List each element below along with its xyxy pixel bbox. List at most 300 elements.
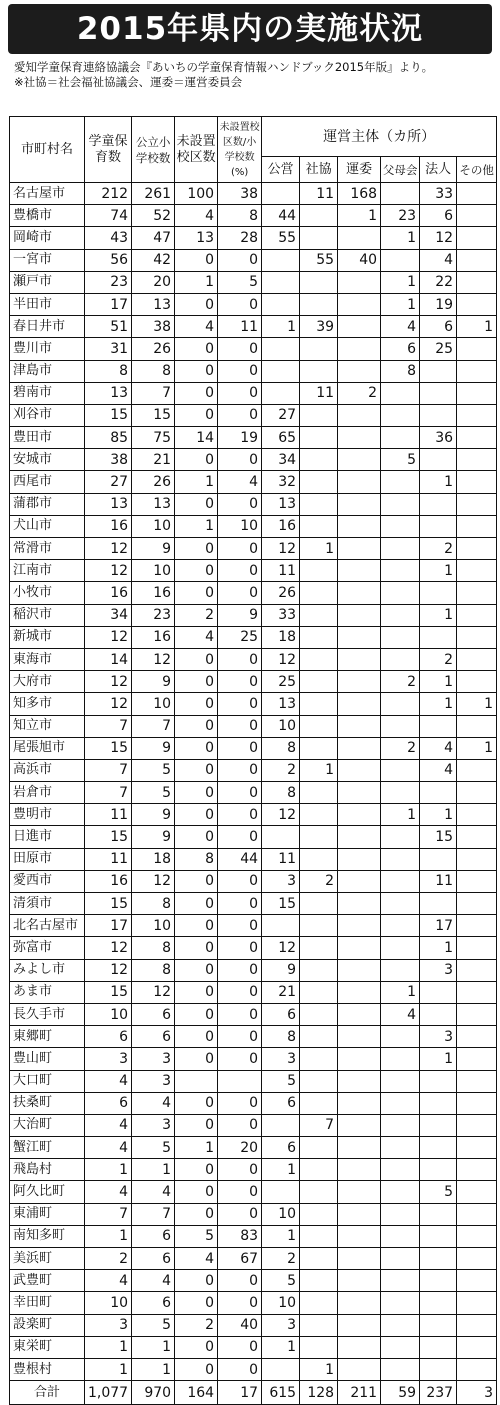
cell-unei (338, 360, 381, 382)
table-row (10, 981, 497, 1003)
cell-public: 12 (262, 648, 300, 670)
cell-unset-rate: 17 (218, 1381, 262, 1405)
cell-unset-rate: 0 (218, 1003, 262, 1025)
cell-other (457, 1092, 497, 1114)
cell-gakudo: 34 (85, 604, 132, 626)
cell-hojin (420, 1137, 457, 1159)
cell-fubo (381, 1070, 420, 1092)
cell-school: 38 (132, 316, 175, 338)
cell-city: 豊橋市 (10, 205, 85, 227)
table-row (10, 560, 497, 582)
cell-unset: 100 (175, 183, 218, 205)
cell-unset: 4 (175, 1248, 218, 1270)
cell-other: 1 (457, 737, 497, 759)
cell-unei (338, 604, 381, 626)
cell-unei (338, 449, 381, 471)
cell-fubo: 59 (381, 1381, 420, 1405)
cell-gakudo: 31 (85, 338, 132, 360)
cell-other (457, 227, 497, 249)
cell-hojin: 1 (420, 604, 457, 626)
cell-unei (338, 582, 381, 604)
cell-gakudo: 11 (85, 804, 132, 826)
cell-unset: 0 (175, 360, 218, 382)
cell-school: 8 (132, 937, 175, 959)
cell-unset: 0 (175, 1358, 218, 1380)
cell-other (457, 715, 497, 737)
cell-shakyo: 7 (300, 1114, 338, 1136)
cell-gakudo: 12 (85, 959, 132, 981)
cell-city: 豊山町 (10, 1048, 85, 1070)
cell-fubo: 5 (381, 449, 420, 471)
cell-public: 13 (262, 693, 300, 715)
cell-unset-rate: 0 (218, 1048, 262, 1070)
cell-school: 10 (132, 693, 175, 715)
cell-unset: 0 (175, 671, 218, 693)
cell-gakudo: 17 (85, 915, 132, 937)
cell-unset: 0 (175, 249, 218, 271)
cell-hojin (420, 1314, 457, 1336)
cell-unset: 5 (175, 1225, 218, 1247)
cell-shakyo (300, 848, 338, 870)
cell-other (457, 782, 497, 804)
cell-shakyo (300, 915, 338, 937)
cell-fubo: 1 (381, 293, 420, 315)
cell-shakyo (300, 648, 338, 670)
cell-unset-rate: 0 (218, 870, 262, 892)
cell-city: 稲沢市 (10, 604, 85, 626)
table-row (10, 493, 497, 515)
cell-hojin (420, 1336, 457, 1358)
cell-other (457, 249, 497, 271)
cell-fubo (381, 1181, 420, 1203)
table-row (10, 427, 497, 449)
header-operator-group: 運営主体（カ所） (262, 117, 497, 157)
cell-fubo (381, 538, 420, 560)
cell-shakyo: 11 (300, 183, 338, 205)
cell-gakudo: 43 (85, 227, 132, 249)
cell-unset-rate: 0 (218, 1181, 262, 1203)
cell-school: 6 (132, 1026, 175, 1048)
cell-other (457, 626, 497, 648)
cell-unset-rate: 0 (218, 1159, 262, 1181)
cell-school: 10 (132, 560, 175, 582)
cell-unset-rate: 0 (218, 981, 262, 1003)
cell-school: 4 (132, 1181, 175, 1203)
cell-unset-rate: 0 (218, 293, 262, 315)
cell-school: 16 (132, 582, 175, 604)
cell-public: 21 (262, 981, 300, 1003)
cell-school: 13 (132, 493, 175, 515)
cell-public: 5 (262, 1070, 300, 1092)
cell-shakyo (300, 1181, 338, 1203)
cell-public: 8 (262, 737, 300, 759)
cell-unset: 0 (175, 782, 218, 804)
cell-hojin: 19 (420, 293, 457, 315)
cell-unset-rate: 19 (218, 427, 262, 449)
implementation-table (9, 116, 497, 1405)
cell-public (262, 1358, 300, 1380)
cell-shakyo (300, 1314, 338, 1336)
cell-fubo (381, 1137, 420, 1159)
cell-shakyo (300, 715, 338, 737)
cell-shakyo: 2 (300, 870, 338, 892)
cell-school: 8 (132, 360, 175, 382)
cell-unei (338, 870, 381, 892)
cell-hojin (420, 493, 457, 515)
cell-city: 南知多町 (10, 1225, 85, 1247)
header-school-count: 公立小学校数 (132, 117, 175, 183)
cell-unset: 0 (175, 493, 218, 515)
cell-city: 津島市 (10, 360, 85, 382)
cell-gakudo: 12 (85, 937, 132, 959)
cell-hojin (420, 515, 457, 537)
cell-fubo: 1 (381, 227, 420, 249)
cell-city: 高浜市 (10, 759, 85, 781)
cell-unset: 1 (175, 271, 218, 293)
cell-fubo (381, 471, 420, 493)
cell-school: 47 (132, 227, 175, 249)
cell-city: 大口町 (10, 1070, 85, 1092)
cell-fubo (381, 493, 420, 515)
cell-shakyo (300, 1203, 338, 1225)
cell-school: 7 (132, 1203, 175, 1225)
cell-school: 9 (132, 826, 175, 848)
cell-fubo (381, 249, 420, 271)
cell-hojin: 2 (420, 538, 457, 560)
table-row (10, 449, 497, 471)
cell-hojin: 25 (420, 338, 457, 360)
cell-unset-rate: 0 (218, 804, 262, 826)
cell-unset: 0 (175, 737, 218, 759)
cell-unset-rate: 0 (218, 1203, 262, 1225)
cell-shakyo (300, 515, 338, 537)
table-row (10, 538, 497, 560)
cell-gakudo: 4 (85, 1137, 132, 1159)
cell-hojin (420, 1003, 457, 1025)
cell-unset: 0 (175, 959, 218, 981)
cell-unset: 14 (175, 427, 218, 449)
cell-unset: 4 (175, 626, 218, 648)
cell-unset: 0 (175, 804, 218, 826)
cell-fubo (381, 1248, 420, 1270)
cell-city: 豊川市 (10, 338, 85, 360)
cell-gakudo: 4 (85, 1114, 132, 1136)
cell-unei (338, 404, 381, 426)
cell-other (457, 1336, 497, 1358)
cell-public: 15 (262, 893, 300, 915)
cell-unei (338, 1248, 381, 1270)
cell-unei: 40 (338, 249, 381, 271)
cell-unset-rate: 0 (218, 1270, 262, 1292)
cell-unset: 0 (175, 648, 218, 670)
cell-shakyo (300, 1070, 338, 1092)
cell-school: 1 (132, 1159, 175, 1181)
table-row (10, 1248, 497, 1270)
cell-fubo (381, 560, 420, 582)
cell-school: 8 (132, 959, 175, 981)
cell-shakyo (300, 1248, 338, 1270)
cell-other (457, 671, 497, 693)
table-row (10, 227, 497, 249)
cell-other (457, 1114, 497, 1136)
cell-fubo (381, 826, 420, 848)
cell-gakudo: 4 (85, 1070, 132, 1092)
cell-school: 15 (132, 404, 175, 426)
cell-other (457, 404, 497, 426)
cell-shakyo (300, 293, 338, 315)
cell-unei (338, 493, 381, 515)
cell-gakudo: 7 (85, 759, 132, 781)
cell-city: 岡崎市 (10, 227, 85, 249)
cell-fubo (381, 759, 420, 781)
cell-shakyo: 1 (300, 1358, 338, 1380)
cell-gakudo: 12 (85, 560, 132, 582)
cell-public: 10 (262, 1292, 300, 1314)
cell-school: 7 (132, 382, 175, 404)
header-unset-count: 未設置校区数 (175, 117, 218, 183)
header-operator-5: その他 (457, 157, 497, 183)
cell-gakudo: 11 (85, 848, 132, 870)
cell-city: あま市 (10, 981, 85, 1003)
cell-unset-rate: 0 (218, 1114, 262, 1136)
cell-hojin: 33 (420, 183, 457, 205)
cell-public: 12 (262, 937, 300, 959)
cell-city: みよし市 (10, 959, 85, 981)
cell-hojin: 17 (420, 915, 457, 937)
cell-other (457, 937, 497, 959)
cell-unset: 0 (175, 826, 218, 848)
cell-shakyo (300, 671, 338, 693)
cell-other (457, 604, 497, 626)
cell-school: 26 (132, 338, 175, 360)
cell-unset: 2 (175, 604, 218, 626)
cell-unei (338, 1203, 381, 1225)
table-row (10, 183, 497, 205)
cell-city: 東郷町 (10, 1026, 85, 1048)
table-row (10, 693, 497, 715)
cell-school: 6 (132, 1248, 175, 1270)
cell-gakudo: 51 (85, 316, 132, 338)
cell-other (457, 1292, 497, 1314)
header-unset-rate: 未設置校区数/小学校数(%) (218, 117, 262, 183)
cell-hojin (420, 1270, 457, 1292)
cell-public: 65 (262, 427, 300, 449)
cell-unset: 0 (175, 1270, 218, 1292)
cell-hojin: 22 (420, 271, 457, 293)
cell-unset-rate: 0 (218, 493, 262, 515)
cell-unset-rate: 0 (218, 782, 262, 804)
cell-city: 大府市 (10, 671, 85, 693)
cell-school: 26 (132, 471, 175, 493)
cell-gakudo: 8 (85, 360, 132, 382)
cell-public (262, 1114, 300, 1136)
cell-unset: 4 (175, 205, 218, 227)
cell-city: 西尾市 (10, 471, 85, 493)
cell-city: 瀬戸市 (10, 271, 85, 293)
cell-hojin (420, 1248, 457, 1270)
cell-city: 武豊町 (10, 1270, 85, 1292)
cell-fubo (381, 1270, 420, 1292)
cell-school: 75 (132, 427, 175, 449)
cell-public: 2 (262, 1248, 300, 1270)
header-operator-3: 父母会 (381, 157, 420, 183)
cell-school: 6 (132, 1003, 175, 1025)
cell-shakyo (300, 937, 338, 959)
cell-unset: 0 (175, 1114, 218, 1136)
cell-fubo (381, 693, 420, 715)
cell-unset-rate: 0 (218, 671, 262, 693)
cell-hojin: 1 (420, 671, 457, 693)
cell-unset: 0 (175, 560, 218, 582)
cell-unset: 2 (175, 1314, 218, 1336)
cell-hojin: 1 (420, 937, 457, 959)
cell-hojin (420, 404, 457, 426)
cell-unset-rate: 0 (218, 1336, 262, 1358)
cell-gakudo: 13 (85, 382, 132, 404)
cell-fubo: 1 (381, 804, 420, 826)
cell-school: 5 (132, 1314, 175, 1336)
cell-other (457, 293, 497, 315)
header-gakudo-count: 学童保育数 (85, 117, 132, 183)
cell-other (457, 870, 497, 892)
cell-city: 新城市 (10, 626, 85, 648)
cell-gakudo: 7 (85, 715, 132, 737)
cell-unset: 0 (175, 893, 218, 915)
cell-fubo (381, 1292, 420, 1314)
cell-unei (338, 737, 381, 759)
cell-public (262, 249, 300, 271)
table-row (10, 1203, 497, 1225)
cell-public: 9 (262, 959, 300, 981)
cell-hojin (420, 626, 457, 648)
cell-gakudo: 212 (85, 183, 132, 205)
cell-city: 常滑市 (10, 538, 85, 560)
cell-shakyo: 55 (300, 249, 338, 271)
cell-city: 名古屋市 (10, 183, 85, 205)
table-row (10, 848, 497, 870)
cell-fubo (381, 1314, 420, 1336)
cell-other: 1 (457, 316, 497, 338)
cell-shakyo (300, 1048, 338, 1070)
cell-gakudo: 85 (85, 427, 132, 449)
cell-unei (338, 1181, 381, 1203)
cell-shakyo (300, 1092, 338, 1114)
cell-unei (338, 1336, 381, 1358)
cell-city: 豊根村 (10, 1358, 85, 1380)
cell-public: 12 (262, 804, 300, 826)
cell-fubo (381, 404, 420, 426)
cell-unset-rate: 44 (218, 848, 262, 870)
cell-school: 10 (132, 915, 175, 937)
cell-unei (338, 1270, 381, 1292)
cell-fubo (381, 1048, 420, 1070)
cell-other (457, 959, 497, 981)
cell-public: 33 (262, 604, 300, 626)
cell-public: 27 (262, 404, 300, 426)
cell-shakyo (300, 404, 338, 426)
table-row (10, 648, 497, 670)
cell-fubo: 6 (381, 338, 420, 360)
cell-hojin: 15 (420, 826, 457, 848)
cell-gakudo: 23 (85, 271, 132, 293)
cell-fubo (381, 937, 420, 959)
cell-other (457, 1159, 497, 1181)
cell-unei (338, 1225, 381, 1247)
table-row (10, 271, 497, 293)
cell-city: 大治町 (10, 1114, 85, 1136)
cell-hojin (420, 382, 457, 404)
cell-unset-rate: 0 (218, 959, 262, 981)
cell-unei (338, 293, 381, 315)
cell-other (457, 848, 497, 870)
cell-unset-rate: 0 (218, 404, 262, 426)
cell-unset: 1 (175, 515, 218, 537)
cell-gakudo: 3 (85, 1314, 132, 1336)
cell-other (457, 1225, 497, 1247)
cell-unei (338, 626, 381, 648)
cell-school: 12 (132, 648, 175, 670)
table-row (10, 515, 497, 537)
cell-school: 3 (132, 1070, 175, 1092)
cell-fubo (381, 648, 420, 670)
cell-fubo (381, 1114, 420, 1136)
cell-public (262, 915, 300, 937)
cell-unei: 1 (338, 205, 381, 227)
cell-hojin: 4 (420, 249, 457, 271)
cell-unset: 0 (175, 1203, 218, 1225)
cell-shakyo (300, 1225, 338, 1247)
cell-unei (338, 804, 381, 826)
cell-unset-rate: 0 (218, 382, 262, 404)
cell-other (457, 1358, 497, 1380)
cell-fubo: 4 (381, 1003, 420, 1025)
cell-school: 9 (132, 737, 175, 759)
cell-shakyo (300, 693, 338, 715)
cell-shakyo (300, 493, 338, 515)
table-row (10, 870, 497, 892)
cell-city: 東栄町 (10, 1336, 85, 1358)
header-operator-2: 運委 (338, 157, 381, 183)
cell-fubo (381, 893, 420, 915)
cell-other (457, 1026, 497, 1048)
cell-shakyo: 128 (300, 1381, 338, 1405)
cell-unset-rate: 0 (218, 826, 262, 848)
cell-unset-rate: 4 (218, 471, 262, 493)
cell-city: 阿久比町 (10, 1181, 85, 1203)
cell-hojin: 11 (420, 870, 457, 892)
cell-unset: 0 (175, 538, 218, 560)
cell-unei: 211 (338, 1381, 381, 1405)
cell-unei (338, 1358, 381, 1380)
cell-fubo (381, 1336, 420, 1358)
cell-unset-rate: 8 (218, 205, 262, 227)
table-row (10, 1358, 497, 1380)
cell-other (457, 1003, 497, 1025)
cell-unset (175, 1070, 218, 1092)
cell-school: 12 (132, 870, 175, 892)
cell-fubo (381, 848, 420, 870)
cell-fubo (381, 515, 420, 537)
table-row (10, 293, 497, 315)
table-row (10, 1314, 497, 1336)
table-row (10, 893, 497, 915)
cell-city: 北名古屋市 (10, 915, 85, 937)
cell-other (457, 582, 497, 604)
cell-public: 55 (262, 227, 300, 249)
cell-hojin: 3 (420, 1026, 457, 1048)
cell-unset: 1 (175, 471, 218, 493)
cell-hojin: 6 (420, 316, 457, 338)
